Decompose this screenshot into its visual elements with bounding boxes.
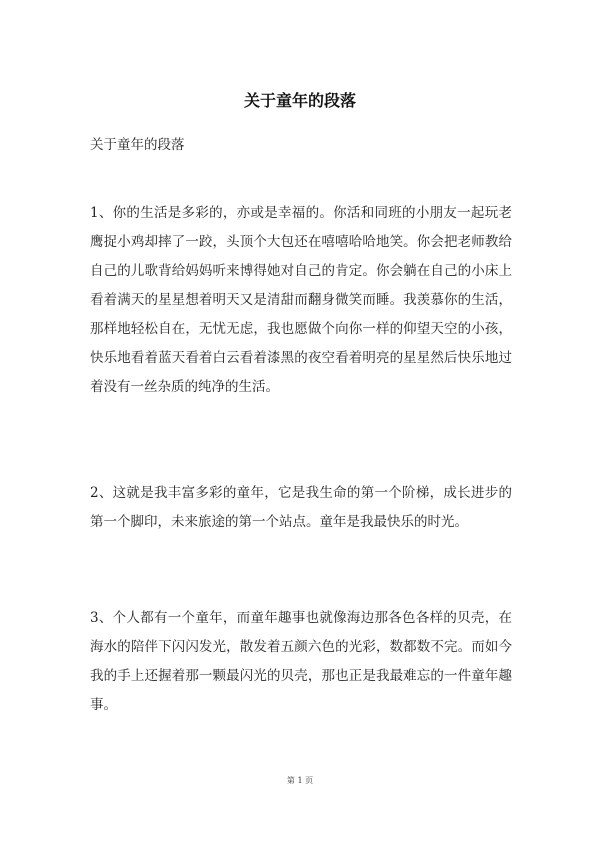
- document-title: 关于童年的段落: [243, 91, 356, 110]
- paragraph-3: 3、个人都有一个童年，而童年趣事也就像海边那各色各样的贝壳，在海水的陪伴下闪闪发光，散发着五颜六色的光彩，数都数不完。而如今我的手上还握着那一颗最闪光的贝壳，那也正是我最难忘的一件童年趣事。: [90, 610, 512, 713]
- document-subtitle: 关于童年的段落: [90, 137, 185, 153]
- page-number: 第 1 页: [286, 776, 314, 785]
- paragraph-2: 2、这就是我丰富多彩的童年，它是我生命的第一个阶梯，成长进步的第一个脚印，未来旅途的第一个站点。童年是我最快乐的时光。: [90, 485, 512, 530]
- paragraph-1: 1、你的生活是多彩的，亦或是幸福的。你活和同班的小朋友一起玩老鹰捉小鸡却摔了一跤，头顶个大包还在嘻嘻哈哈地笑。你会把老师教给自己的儿歌背给妈妈听来博得她对自己的肯定。你会躺在自己的小床上看着满天的星星想着明天又是清甜而翻身微笑而睡。我羡慕你的生活，那样地轻松自在，无忧无虑，我也愿做个向你一样的仰望天空的小孩，快乐地看着蓝天看着白云看着漆黑的夜空看着明亮的星星然后快乐地过着没有一丝杂质的纯净的生活。: [90, 205, 512, 395]
